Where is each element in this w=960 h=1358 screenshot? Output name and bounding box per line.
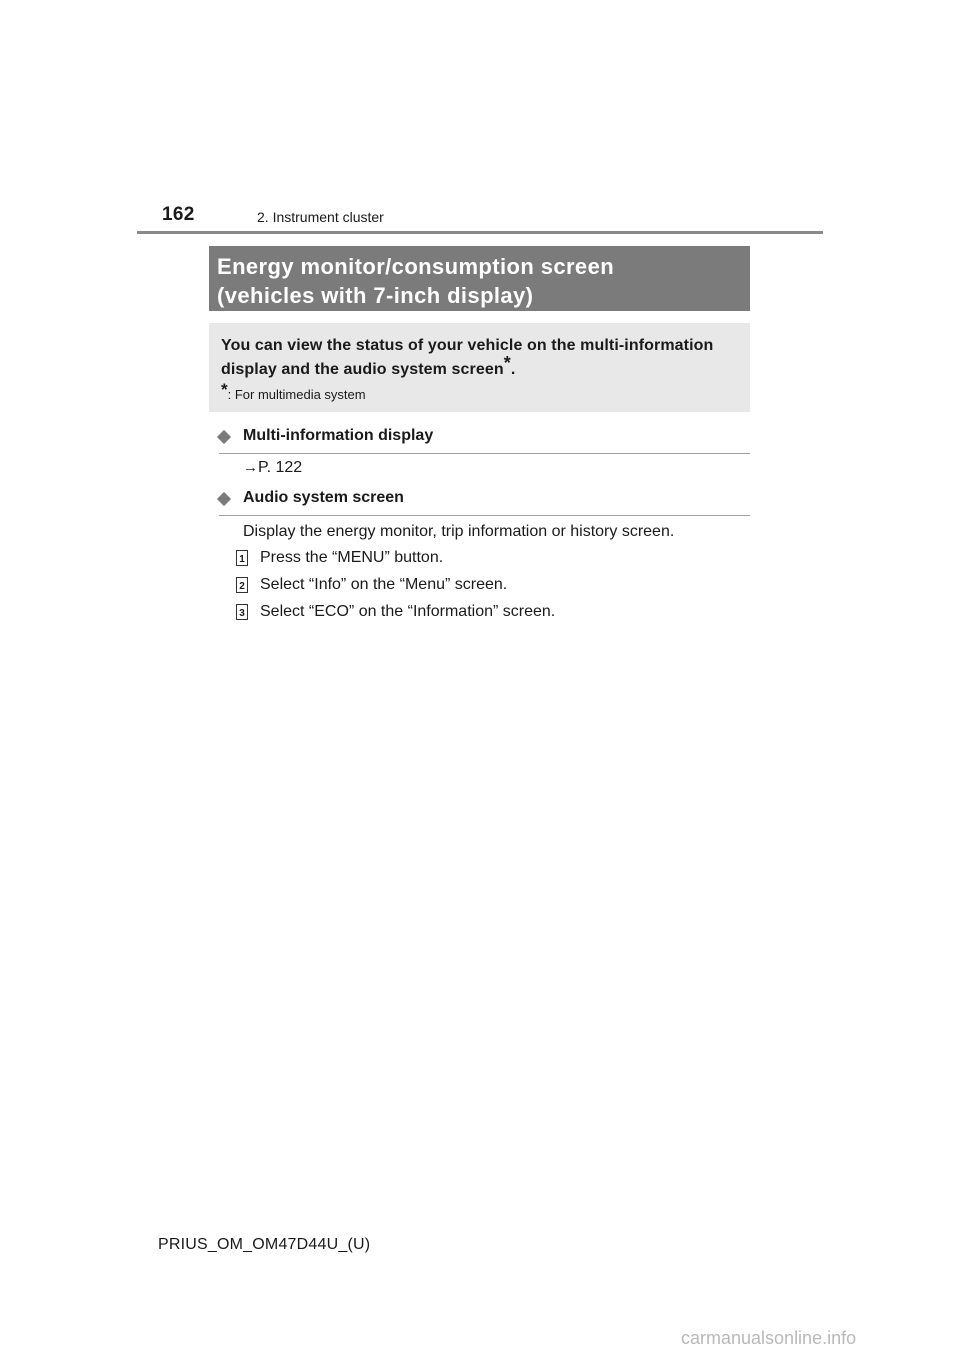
intro-asterisk-mark: *: [503, 353, 511, 373]
step-text: Press the “MENU” button.: [260, 549, 444, 566]
audio-screen-description: Display the energy monitor, trip information or history screen.: [243, 523, 675, 540]
diamond-bullet-icon: [217, 430, 231, 444]
step-number-box: 1: [236, 550, 248, 566]
subheading-multi-information-display: [219, 427, 750, 454]
subheading-label: Multi-information display: [243, 427, 434, 444]
page-reference-link[interactable]: P. 122: [258, 459, 303, 476]
step-text: Select “Info” on the “Menu” screen.: [260, 576, 508, 593]
intro-period: .: [510, 361, 516, 378]
step-number-box: 2: [236, 577, 248, 593]
intro-text: [221, 334, 740, 382]
section-title-line-1: Energy monitor/consumption screen: [217, 254, 615, 279]
step-text: Select “ECO” on the “Information” screen.: [260, 603, 556, 620]
arrow-right-icon: →: [243, 459, 258, 476]
intro-box: [209, 323, 750, 412]
intro-footnote: [221, 380, 740, 402]
watermark: carmanualsonline.info: [681, 1328, 857, 1348]
section-name: 2. Instrument cluster: [257, 209, 384, 225]
section-title-banner: [209, 246, 750, 311]
footnote-asterisk-mark: *: [221, 380, 228, 399]
step-number-box: 3: [236, 604, 248, 620]
section-title-line-2: (vehicles with 7-inch display): [217, 283, 534, 308]
document-code: PRIUS_OM_OM47D44U_(U): [158, 1236, 371, 1253]
page-reference: [243, 459, 302, 477]
footnote-text: : For multimedia system: [227, 387, 366, 402]
page-number: 162: [162, 204, 195, 225]
subheading-label: Audio system screen: [243, 489, 404, 506]
header-divider: [137, 231, 823, 234]
page-header: [137, 204, 823, 234]
diamond-bullet-icon: [217, 492, 231, 506]
intro-sentence: You can view the status of your vehicle on the multi-information display and the audio system screen: [221, 337, 714, 378]
subheading-audio-system-screen: [219, 489, 750, 516]
